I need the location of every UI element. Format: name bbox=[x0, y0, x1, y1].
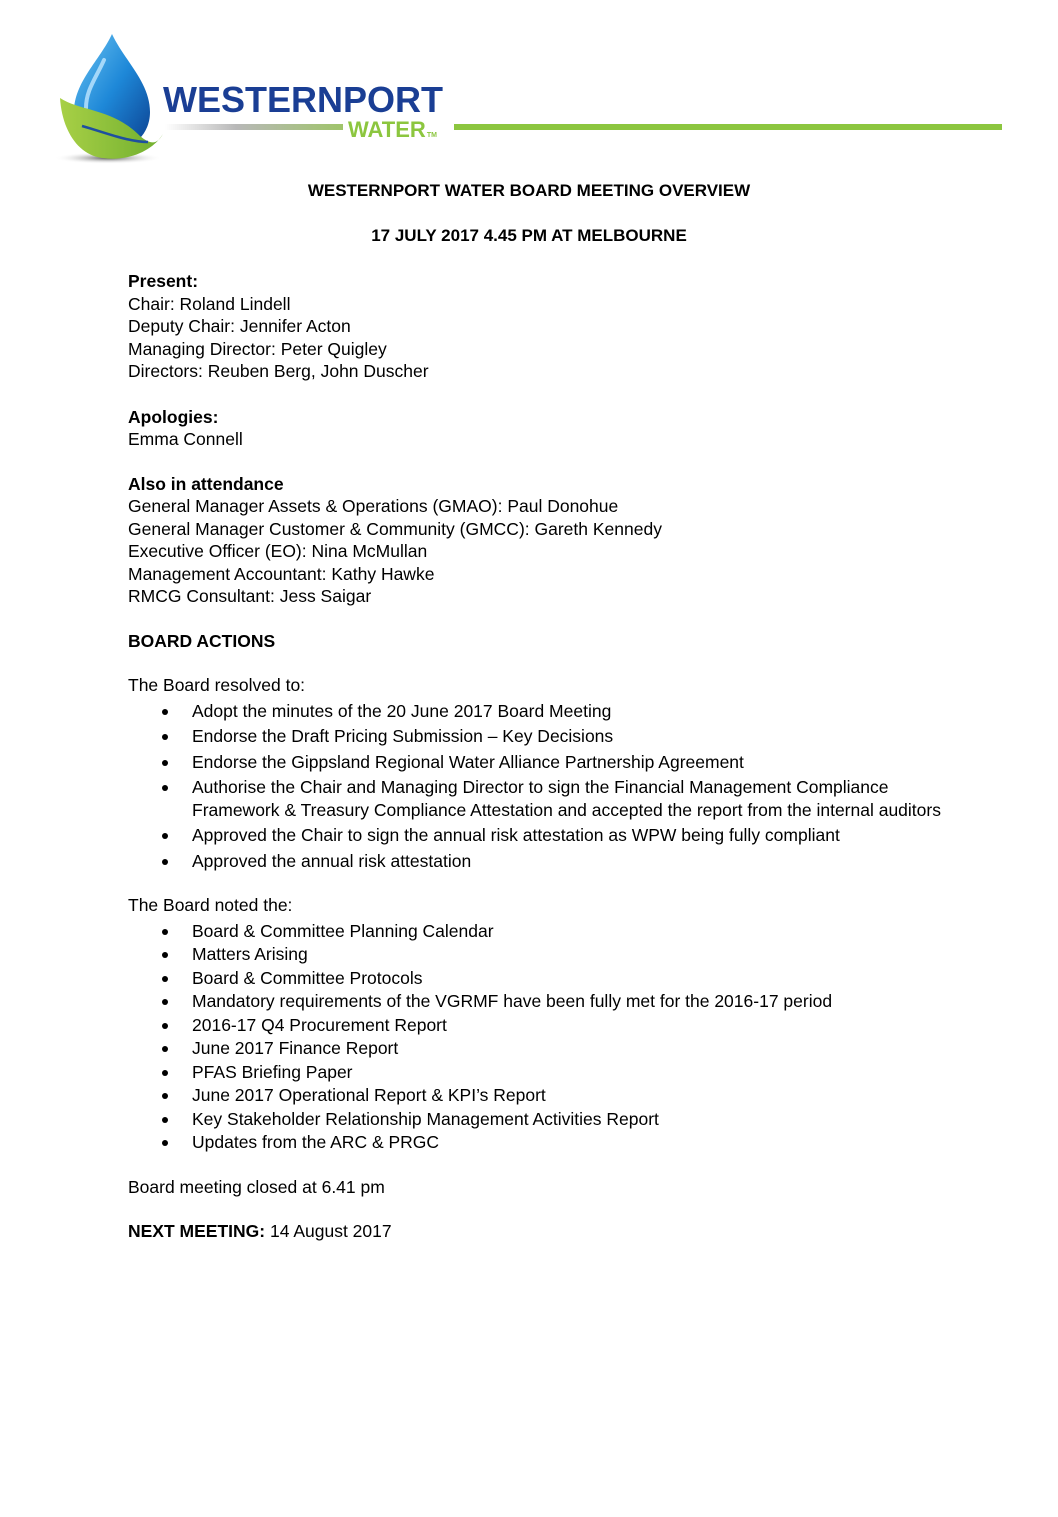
bullet-icon bbox=[162, 976, 168, 982]
resolved-item bbox=[128, 850, 968, 873]
bullet-icon bbox=[162, 1070, 168, 1076]
noted-item-text: Mandatory requirements of the VGRMF have been fully met for the 2016-17 period bbox=[192, 991, 833, 1011]
present-line: Managing Director: Peter Quigley bbox=[128, 338, 387, 359]
noted-item bbox=[128, 1108, 968, 1131]
noted-item bbox=[128, 1014, 968, 1037]
westernport-water-logo bbox=[52, 20, 1012, 170]
noted-item bbox=[128, 1131, 968, 1154]
meeting-closed-text: Board meeting closed at 6.41 pm bbox=[128, 1176, 385, 1197]
bullet-icon bbox=[162, 859, 168, 865]
present-line: Directors: Reuben Berg, John Duscher bbox=[128, 361, 429, 381]
bullet-icon bbox=[162, 952, 168, 958]
next-meeting-label: NEXT MEETING: bbox=[128, 1221, 266, 1241]
noted-item bbox=[128, 1061, 968, 1084]
bullet-icon bbox=[162, 1046, 168, 1052]
noted-item bbox=[128, 1037, 968, 1060]
attendance-line: RMCG Consultant: Jess Saigar bbox=[128, 586, 372, 606]
noted-item-text: 2016-17 Q4 Procurement Report bbox=[192, 1014, 447, 1035]
logo-subword bbox=[348, 118, 437, 148]
attendance-line: Management Accountant: Kathy Hawke bbox=[128, 563, 435, 584]
bullet-icon bbox=[162, 833, 168, 839]
noted-item bbox=[128, 943, 968, 966]
logo-grey-bar bbox=[165, 124, 343, 130]
bullet-icon bbox=[162, 999, 168, 1005]
noted-item bbox=[128, 1084, 968, 1107]
bullet-icon bbox=[162, 709, 168, 715]
present-line: Deputy Chair: Jennifer Acton bbox=[128, 316, 351, 336]
noted-item-text: Matters Arising bbox=[192, 944, 308, 964]
noted-section bbox=[128, 894, 968, 1154]
apologies-heading: Apologies: bbox=[128, 406, 219, 427]
apologies-line: Emma Connell bbox=[128, 429, 243, 449]
resolved-section bbox=[128, 674, 968, 872]
noted-item bbox=[128, 920, 968, 943]
attendance-heading: Also in attendance bbox=[128, 473, 284, 494]
noted-list bbox=[128, 920, 968, 1154]
next-meeting-date: 14 August 2017 bbox=[265, 1221, 392, 1241]
bullet-icon bbox=[162, 1023, 168, 1029]
present-line: Chair: Roland Lindell bbox=[128, 293, 291, 314]
document-title: WESTERNPORT WATER BOARD MEETING OVERVIEW bbox=[307, 181, 751, 200]
water-drop-leaf-icon bbox=[52, 20, 172, 170]
present-section bbox=[128, 270, 968, 383]
apologies-section bbox=[128, 406, 968, 451]
resolved-intro: The Board resolved to: bbox=[128, 675, 306, 695]
resolved-item bbox=[128, 824, 968, 847]
board-actions-heading: BOARD ACTIONS bbox=[128, 630, 276, 651]
resolved-item-text: Approved the annual risk attestation bbox=[192, 850, 472, 871]
bullet-icon bbox=[162, 1140, 168, 1146]
logo-subword-text: WATER bbox=[348, 117, 426, 142]
resolved-item bbox=[128, 725, 968, 748]
noted-intro: The Board noted the: bbox=[128, 895, 293, 915]
resolved-item bbox=[128, 776, 968, 821]
noted-item-text: June 2017 Finance Report bbox=[192, 1038, 399, 1058]
logo-trademark: TM bbox=[426, 132, 437, 139]
noted-item-text: Key Stakeholder Relationship Management Activities Report bbox=[192, 1108, 659, 1129]
noted-item-text: Board & Committee Protocols bbox=[192, 967, 423, 988]
attendance-section bbox=[128, 473, 968, 608]
noted-item bbox=[128, 990, 968, 1013]
meeting-date-location: 17 JULY 2017 4.45 PM AT MELBOURNE bbox=[371, 226, 687, 245]
next-meeting bbox=[128, 1220, 968, 1243]
bullet-icon bbox=[162, 734, 168, 740]
resolved-item-text: Endorse the Draft Pricing Submission – Key Decisions bbox=[192, 726, 614, 746]
resolved-item-text: Authorise the Chair and Managing Director to sign the Financial Management Compliance Framework & Treasury Compliance Attestation and accepted the report from the internal auditors bbox=[192, 777, 941, 820]
resolved-item-text: Endorse the Gippsland Regional Water Alliance Partnership Agreement bbox=[192, 751, 744, 772]
resolved-item-text: Approved the Chair to sign the annual risk attestation as WPW being fully compliant bbox=[192, 825, 840, 845]
present-heading: Present: bbox=[128, 271, 199, 291]
attendance-line: General Manager Assets & Operations (GMAO): Paul Donohue bbox=[128, 496, 619, 516]
noted-item-text: PFAS Briefing Paper bbox=[192, 1061, 353, 1082]
resolved-item bbox=[128, 751, 968, 774]
attendance-line: Executive Officer (EO): Nina McMullan bbox=[128, 541, 428, 561]
noted-item-text: June 2017 Operational Report & KPI’s Report bbox=[192, 1085, 546, 1105]
noted-item-text: Board & Committee Planning Calendar bbox=[192, 920, 494, 941]
bullet-icon bbox=[162, 1093, 168, 1099]
bullet-icon bbox=[162, 1117, 168, 1123]
document-body bbox=[128, 180, 968, 1243]
resolved-item bbox=[128, 700, 968, 723]
noted-item bbox=[128, 967, 968, 990]
bullet-icon bbox=[162, 929, 168, 935]
resolved-list bbox=[128, 700, 968, 873]
logo-wordmark: WESTERNPORT bbox=[163, 79, 444, 120]
logo-green-rule bbox=[454, 124, 1002, 130]
bullet-icon bbox=[162, 760, 168, 766]
attendance-line: General Manager Customer & Community (GMCC): Gareth Kennedy bbox=[128, 518, 662, 539]
noted-item-text: Updates from the ARC & PRGC bbox=[192, 1132, 440, 1152]
resolved-item-text: Adopt the minutes of the 20 June 2017 Board Meeting bbox=[192, 700, 612, 721]
bullet-icon bbox=[162, 785, 168, 791]
